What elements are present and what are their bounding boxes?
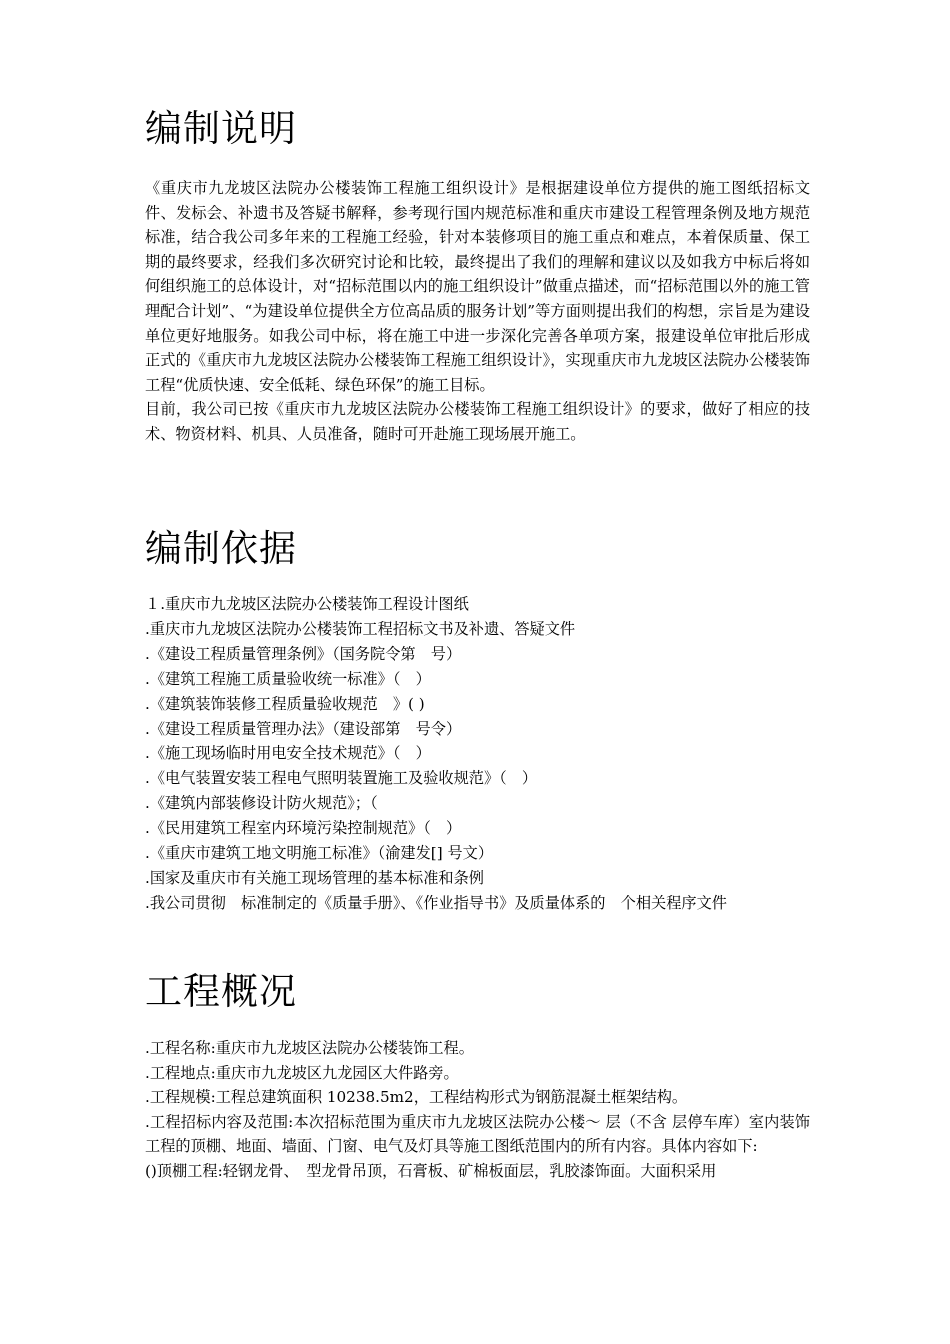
basis-item: .《建筑工程施工质量验收统一标准》（ ）	[145, 669, 431, 688]
overview-ceiling-line: ()顶棚工程:轻钢龙骨、 型龙骨吊顶，石膏板、矿棉板面层，乳胶漆饰面。大面积采用	[145, 1161, 717, 1180]
basis-item: .我公司贯彻 标准制定的《质量手册》、《作业指导书》及质量体系的 个相关程序文件	[145, 893, 727, 912]
basis-item: .《建筑内部装修设计防火规范》；（	[145, 794, 378, 813]
overview-line: .工程地点:重庆市九龙坡区九龙园区大件路旁。	[145, 1063, 459, 1082]
compilation-notes-body	[145, 176, 810, 447]
basis-item: .《施工现场临时用电安全技术规范》（ ）	[145, 744, 431, 763]
heading-compilation-notes: 编制说明	[145, 107, 297, 150]
basis-item: .《重庆市建筑工地文明施工标准》（渝建发[] 号文）	[145, 844, 494, 863]
intro-paragraph: 《重庆市九龙坡区法院办公楼装饰工程施工组织设计》是根据建设单位方提供的施工图纸招标文件、发标会、补遗书及答疑书解释，参考现行国内规范标准和重庆市建设工程管理条例及地方规范标准，结合我公司多年来的工程施工经验，针对本装修项目的施工重点和难点，本着保质量、保工期的最终要求，经我们多次研究讨论和比较，最终提出了我们的理解和建议以及如我方中标后将如何组织施工的总体设计，对“招标范围以内的施工组织设计”做重点描述，而“招标范围以外的施工管理配合计划”、“为建设单位提供全方位高品质的服务计划”等方面则提出我们的构想，宗旨是为建设单位更好地服务。如我公司中标，将在施工中进一步深化完善各单项方案，报建设单位审批后形成正式的《重庆市九龙坡区法院办公楼装饰工程施工组织设计》，实现重庆市九龙坡区法院办公楼装饰工程“优质快速、安全低耗、绿色环保”的施工目标。	[145, 179, 810, 394]
basis-item: .《民用建筑工程室内环境污染控制规范》（ ）	[145, 819, 462, 838]
basis-item: .国家及重庆市有关施工现场管理的基本标准和条例	[145, 868, 484, 887]
overview-line: .工程名称:重庆市九龙坡区法院办公楼装饰工程。	[145, 1039, 474, 1057]
basis-item: .《建筑装饰装修工程质量验收规范 》( )	[145, 694, 425, 713]
project-overview-body	[145, 1036, 810, 1184]
compilation-basis-list	[145, 592, 810, 916]
overview-scope-paragraph: .工程招标内容及范围:本次招标范围为重庆市九龙坡区法院办公楼～ 层（不含 层停车库）室内装饰工程的顶棚、地面、墙面、门窗、电气及灯具等施工图纸范围内的所有内容。具体内容如下:	[145, 1112, 810, 1156]
basis-item: .《建设工程质量管理条例》（国务院令第 号）	[145, 644, 462, 663]
intro-paragraph: 目前，我公司已按《重庆市九龙坡区法院办公楼装饰工程施工组织设计》的要求，做好了相应的技术、物资材料、机具、人员准备，随时可开赴施工现场展开施工。	[145, 400, 810, 443]
basis-item: .《建设工程质量管理办法》（建设部第 号令）	[145, 719, 462, 738]
heading-project-overview: 工程概况	[145, 970, 297, 1013]
overview-line: .工程规模:工程总建筑面积 10238.5m2，工程结构形式为钢筋混凝土框架结构。	[145, 1088, 688, 1107]
basis-item: .《电气装置安装工程电气照明装置施工及验收规范》（ ）	[145, 769, 538, 788]
heading-compilation-basis: 编制依据	[145, 527, 297, 570]
basis-item: .重庆市九龙坡区法院办公楼装饰工程招标文书及补遗、答疑文件	[145, 619, 576, 638]
basis-item: １.重庆市九龙坡区法院办公楼装饰工程设计图纸	[145, 595, 469, 613]
